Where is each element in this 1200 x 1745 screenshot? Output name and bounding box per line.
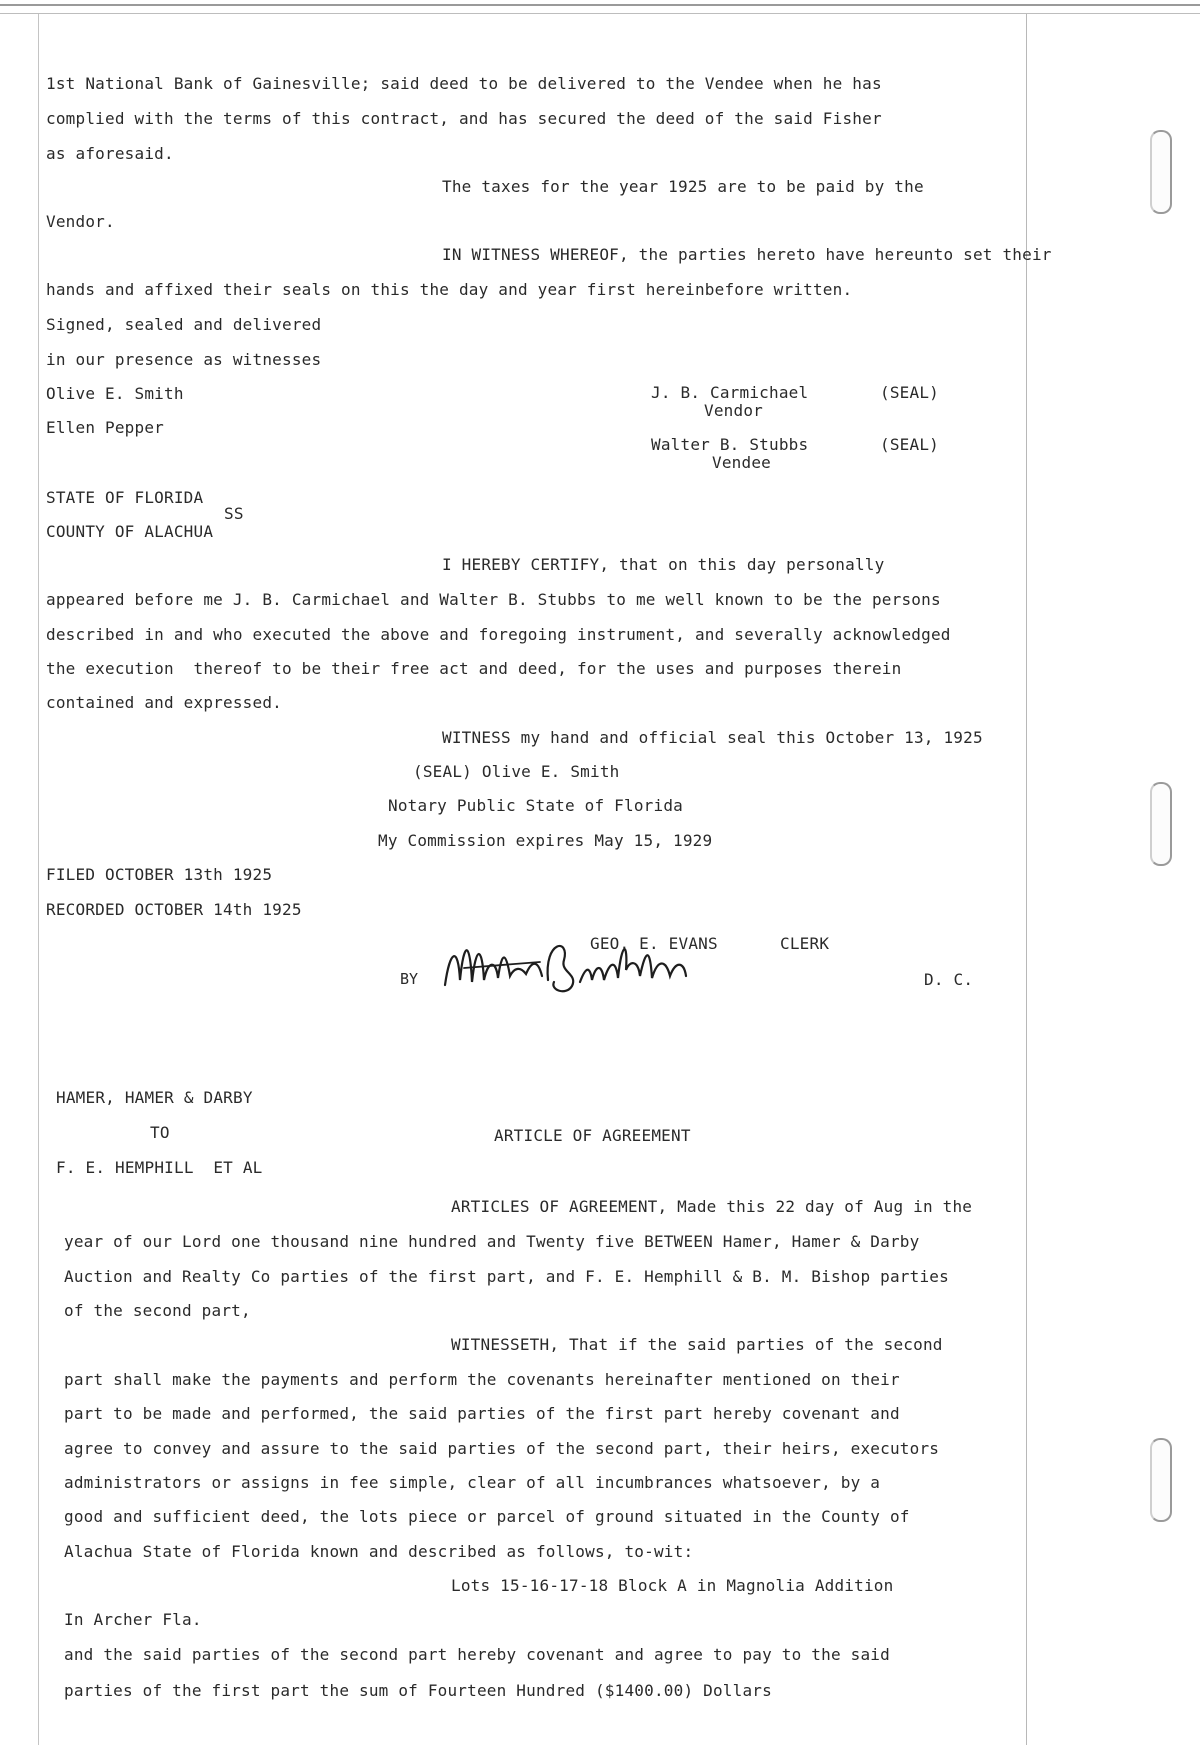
notary-title: Notary Public State of Florida (388, 796, 683, 815)
ack-body-line: the execution thereof to be their free act and deed, for the uses and purposes therein (46, 659, 902, 678)
deed-line: as aforesaid. (46, 144, 174, 163)
to-label: TO (150, 1123, 170, 1142)
agreement-intro: ARTICLES OF AGREEMENT, Made this 22 day of Aug in the (451, 1197, 973, 1216)
clerk-name: GEO. E. EVANS (590, 934, 718, 953)
taxes-clause-end: Vendor. (46, 212, 115, 231)
certify-line: I HEREBY CERTIFY, that on this day personally (442, 555, 885, 574)
deputy-clerk-mark: D. C. (924, 970, 974, 989)
clerk-title: CLERK (780, 934, 830, 953)
grantor-party: HAMER, HAMER & DARBY (56, 1088, 253, 1107)
vendee-role: Vendee (712, 453, 771, 472)
page-top-border (0, 4, 1200, 14)
agreement-intro-line: of the second part, (64, 1301, 251, 1320)
deputy-clerk-signature (440, 930, 740, 1010)
grantee-party: F. E. HEMPHILL ET AL (56, 1158, 263, 1177)
binder-hole-bottom (1150, 1438, 1172, 1522)
location-line: In Archer Fla. (64, 1610, 202, 1629)
in-witness-clause: IN WITNESS WHEREOF, the parties hereto have hereunto set their (442, 245, 1052, 264)
state-venue: STATE OF FLORIDA (46, 488, 204, 507)
agreement-body-line: administrators or assigns in fee simple, clear of all incumbrances whatsoever, by a (64, 1473, 881, 1492)
signed-sealed-line: Signed, sealed and delivered (46, 315, 322, 334)
agreement-heading: ARTICLE OF AGREEMENT (494, 1126, 691, 1145)
vendee-signature-name: Walter B. Stubbs (651, 435, 809, 454)
witnesseth-line: WITNESSETH, That if the said parties of the second (451, 1335, 943, 1354)
witness-hand-line: WITNESS my hand and official seal this October 13, 1925 (442, 728, 983, 747)
lots-description: Lots 15-16-17-18 Block A in Magnolia Addition (451, 1576, 894, 1595)
witness-name-1: Olive E. Smith (46, 384, 184, 403)
county-venue: COUNTY OF ALACHUA (46, 522, 214, 541)
agreement-intro-line: Auction and Realty Co parties of the first part, and F. E. Hemphill & B. M. Bishop parties (64, 1267, 949, 1286)
vendor-seal: (SEAL) (880, 383, 939, 402)
binder-hole-top (1150, 130, 1172, 214)
witness-name-2: Ellen Pepper (46, 418, 164, 437)
binder-hole-middle (1150, 782, 1172, 866)
payment-covenant-line: and the said parties of the second part hereby covenant and agree to pay to the said (64, 1645, 890, 1664)
agreement-body-line: good and sufficient deed, the lots piece or parcel of ground situated in the County of (64, 1507, 910, 1526)
taxes-clause: The taxes for the year 1925 are to be paid by the (442, 177, 924, 196)
presence-line: in our presence as witnesses (46, 350, 322, 369)
in-witness-clause-end: hands and affixed their seals on this the day and year first hereinbefore written. (46, 280, 853, 299)
deed-line: 1st National Bank of Gainesville; said deed to be delivered to the Vendee when he has (46, 74, 882, 93)
ack-body-line: appeared before me J. B. Carmichael and Walter B. Stubbs to me well known to be the persons (46, 590, 941, 609)
agreement-body-line: Alachua State of Florida known and described as follows, to-wit: (64, 1542, 694, 1561)
vendee-seal: (SEAL) (880, 435, 939, 454)
agreement-intro-line: year of our Lord one thousand nine hundred and Twenty five BETWEEN Hamer, Hamer & Darby (64, 1232, 920, 1251)
recorded-date: RECORDED OCTOBER 14th 1925 (46, 900, 302, 919)
right-margin-rule (1026, 14, 1027, 1745)
ss-mark: SS (224, 504, 244, 523)
agreement-body-line: part to be made and performed, the said parties of the first part hereby covenant and (64, 1404, 900, 1423)
vendor-role: Vendor (704, 401, 763, 420)
agreement-body-line: part shall make the payments and perform the covenants hereinafter mentioned on their (64, 1370, 900, 1389)
filed-date: FILED OCTOBER 13th 1925 (46, 865, 273, 884)
ack-body-line: described in and who executed the above and foregoing instrument, and severally acknowledged (46, 625, 951, 644)
deed-line: complied with the terms of this contract, and has secured the deed of the said Fisher (46, 109, 882, 128)
left-margin-rule (38, 14, 39, 1745)
vendor-signature-name: J. B. Carmichael (651, 383, 809, 402)
payment-amount-line: parties of the first part the sum of Fourteen Hundred ($1400.00) Dollars (64, 1681, 772, 1700)
by-label: BY (400, 970, 419, 988)
commission-expiry: My Commission expires May 15, 1929 (378, 831, 713, 850)
agreement-body-line: agree to convey and assure to the said parties of the second part, their heirs, executors (64, 1439, 940, 1458)
notary-seal-line: (SEAL) Olive E. Smith (413, 762, 620, 781)
ack-body-line: contained and expressed. (46, 693, 282, 712)
